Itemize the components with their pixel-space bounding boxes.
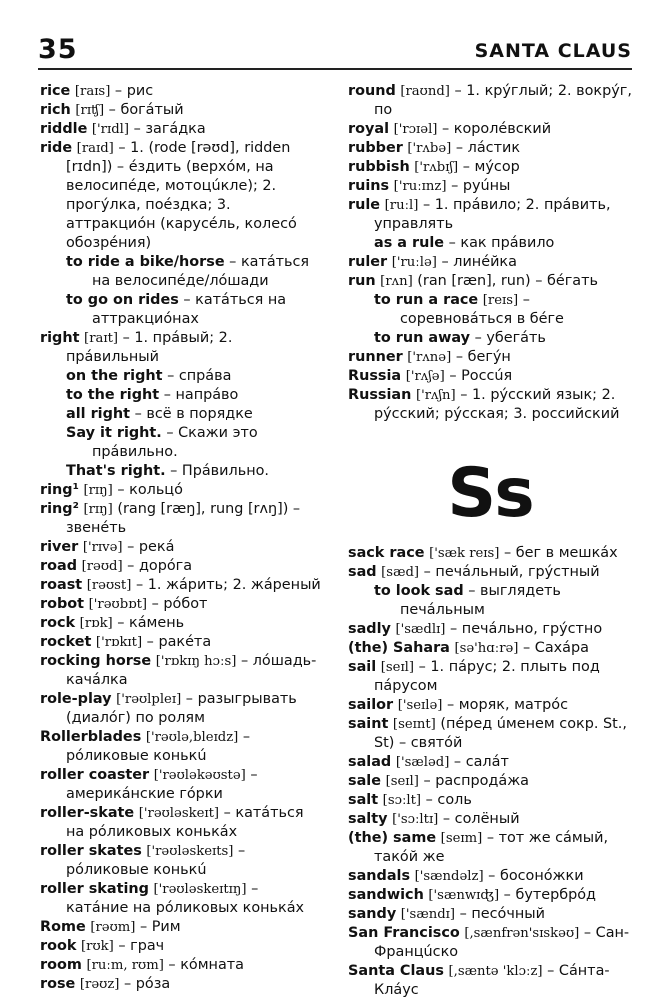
definition: – 1. жáрить; 2. жáреный — [131, 577, 321, 593]
definition: – разыгрывать (диалóг) по ролям — [66, 691, 297, 726]
transcription: [,sæntə 'klɔːz] — [448, 964, 543, 979]
dictionary-subentry — [40, 367, 323, 386]
headword: rule — [348, 197, 381, 213]
definition: – бег в мешкáх — [499, 545, 618, 561]
definition: – босонóжки — [483, 868, 584, 884]
definition: – 1. прáвило; 2. прáвить, управлять — [374, 197, 611, 232]
definition: – Рим — [135, 919, 181, 935]
headword: riddle — [40, 121, 88, 137]
dictionary-entry — [348, 82, 632, 120]
transcription: ['rəʊlə,bleɪdz] — [145, 730, 239, 745]
definition: – рóбот — [147, 596, 208, 612]
transcription: ['rəʊbɒt] — [88, 597, 148, 612]
dictionary-subentry — [40, 462, 323, 481]
definition: – соревновáться в бéге — [400, 292, 564, 327]
transcription: ['rɒkɪŋ hɔːs] — [155, 654, 237, 669]
dictionary-entry — [348, 867, 632, 886]
definition: – 1. крýглый; 2. вокрýг, по — [374, 83, 632, 118]
headword: as a rule — [374, 235, 445, 251]
transcription: [rəʊst] — [86, 578, 132, 593]
definition: – напрáво — [159, 387, 239, 403]
headword: all right — [66, 406, 131, 422]
definition: – 1. прáвый; 2. прáвильный — [66, 330, 233, 365]
dictionary-entry — [40, 690, 323, 728]
transcription: ['rɪvə] — [82, 540, 123, 555]
headword: sandwich — [348, 887, 424, 903]
definition: – убегáть — [470, 330, 546, 346]
headword: rook — [40, 938, 77, 954]
headword: to go on rides — [66, 292, 179, 308]
transcription: ['rəʊlpleɪ] — [116, 692, 182, 707]
dictionary-entry — [40, 880, 323, 918]
headword: sail — [348, 659, 377, 675]
definition: (ran [ræn], run) – бéгать — [412, 273, 598, 289]
dictionary-subentry — [348, 234, 632, 253]
dictionary-entry — [348, 120, 632, 139]
dictionary-entry — [348, 139, 632, 158]
definition: – руúны — [446, 178, 511, 194]
dictionary-entry — [348, 829, 632, 867]
definition: – 1. пáрус; 2. плыть под пáрусом — [374, 659, 600, 694]
definition: – рекá — [122, 539, 175, 555]
dictionary-entry — [348, 715, 632, 753]
transcription: [raɪt] — [84, 331, 119, 346]
headword: to ride a bike/horse — [66, 254, 225, 270]
headword: rice — [40, 83, 71, 99]
headword: rock — [40, 615, 76, 631]
headword: on the right — [66, 368, 163, 384]
headword: robot — [40, 596, 85, 612]
definition: – катáться на велосипéде/лóшади — [92, 254, 310, 289]
dictionary-subentry — [348, 329, 632, 348]
headword: runner — [348, 349, 403, 365]
dictionary-entry — [348, 810, 632, 829]
definition: – Скажи это прáвильно. — [92, 425, 258, 460]
definition: – всё в порядке — [130, 406, 253, 422]
headword: rose — [40, 976, 76, 992]
headword: right — [40, 330, 80, 346]
definition: – спрáва — [162, 368, 232, 384]
s-entries — [348, 544, 632, 1000]
headword: rocking horse — [40, 653, 152, 669]
headword: road — [40, 558, 77, 574]
transcription: ['rʌʃn] — [415, 388, 456, 403]
dictionary-entry — [348, 696, 632, 715]
definition: – моряк, матрóс — [442, 697, 568, 713]
dictionary-entry — [40, 614, 323, 633]
definition: – рóликовые конькú — [66, 843, 246, 878]
r-entries — [348, 82, 632, 424]
definition: – загáдка — [129, 121, 206, 137]
definition: – Сан-Францúско — [374, 925, 630, 960]
transcription: [rʊk] — [81, 939, 114, 954]
definition: – Россúя — [444, 368, 513, 384]
definition: – ракéта — [142, 634, 212, 650]
transcription: ['sæləd] — [395, 755, 450, 770]
definition: – богáтый — [104, 102, 184, 118]
definition: – соль — [421, 792, 472, 808]
definition: – Сахáра — [518, 640, 589, 656]
transcription: ['rəʊləkəʊstə] — [153, 768, 246, 783]
transcription: ['rʌʃə] — [405, 369, 445, 384]
dictionary-entry — [348, 639, 632, 658]
definition: – катáние на рóликовых конькáх — [66, 881, 305, 916]
transcription: [reɪs] — [482, 293, 519, 308]
headword: to the right — [66, 387, 160, 403]
transcription: [rɒk] — [79, 616, 113, 631]
headword: ruins — [348, 178, 390, 194]
headword: rubber — [348, 140, 403, 156]
dictionary-entry — [40, 804, 323, 842]
dictionary-entry — [40, 557, 323, 576]
dictionary-entry — [40, 728, 323, 766]
transcription: [rəʊm] — [90, 920, 136, 935]
headword: river — [40, 539, 79, 555]
dictionary-entry — [40, 633, 323, 652]
headword: roller skates — [40, 843, 142, 859]
transcription: [seɪnt] — [392, 717, 436, 732]
dictionary-entry — [348, 544, 632, 563]
transcription: ['rəʊləskeɪt] — [138, 806, 220, 821]
dictionary-entry — [348, 367, 632, 386]
definition: – дорóга — [122, 558, 193, 574]
dictionary-entry — [348, 753, 632, 772]
headword: Say it right. — [66, 425, 162, 441]
dictionary-subentry — [40, 291, 323, 329]
definition: – распродáжа — [418, 773, 529, 789]
dictionary-entry — [348, 177, 632, 196]
transcription: ['rəʊləskeɪtɪŋ] — [153, 882, 247, 897]
page-number: 35 — [38, 34, 78, 65]
headword: roller-skate — [40, 805, 135, 821]
transcription: [rɪŋ] — [83, 502, 113, 517]
headword: rubbish — [348, 159, 410, 175]
transcription: [sə'hɑːrə] — [454, 641, 519, 656]
dictionary-entry — [348, 658, 632, 696]
transcription: ['sæk reɪs] — [429, 546, 500, 561]
dictionary-entry — [40, 101, 323, 120]
headword: salt — [348, 792, 379, 808]
dictionary-entry — [348, 563, 632, 582]
transcription: [seɪm] — [440, 831, 483, 846]
left-column — [40, 82, 323, 994]
dictionary-entry — [40, 652, 323, 690]
definition: – 1. рýсский язык; 2. рýсский; рýсская; 3. российский — [374, 387, 620, 422]
transcription: ['rʌbə] — [407, 141, 452, 156]
headword: roller coaster — [40, 767, 150, 783]
headword: Rome — [40, 919, 86, 935]
headword: San Francisco — [348, 925, 460, 941]
headword: ring¹ — [40, 482, 79, 498]
headword: room — [40, 957, 82, 973]
headword: royal — [348, 121, 390, 137]
definition: – бутербрóд — [499, 887, 596, 903]
transcription: ['ruːlə] — [391, 255, 437, 270]
headword: ride — [40, 140, 73, 156]
headword: Rollerblades — [40, 729, 142, 745]
definition: – печáльный, грýстный — [419, 564, 600, 580]
transcription: ['rʌbɪʃ] — [414, 160, 459, 175]
dictionary-entry — [40, 481, 323, 500]
transcription: [seɪl] — [385, 774, 419, 789]
transcription: ['sændɪ] — [400, 907, 456, 922]
transcription: ['rəʊləskeɪts] — [146, 844, 234, 859]
transcription: [sæd] — [381, 565, 420, 580]
dictionary-entry — [348, 348, 632, 367]
dictionary-subentry — [40, 405, 323, 424]
headword: to run away — [374, 330, 471, 346]
dictionary-entry — [348, 886, 632, 905]
headword: to look sad — [374, 583, 464, 599]
transcription: [ruːl] — [384, 198, 419, 213]
headword: That's right. — [66, 463, 166, 479]
transcription: [rʌn] — [380, 274, 413, 289]
dictionary-entry — [40, 500, 323, 538]
dictionary-entry — [40, 576, 323, 595]
definition: – катáться на аттракциóнах — [92, 292, 287, 327]
headword: rocket — [40, 634, 92, 650]
dictionary-entry — [348, 791, 632, 810]
headword: round — [348, 83, 396, 99]
dictionary-entry — [40, 538, 323, 557]
dictionary-entry — [348, 196, 632, 234]
headword: sandals — [348, 868, 411, 884]
dictionary-entry — [40, 842, 323, 880]
headword: sale — [348, 773, 381, 789]
definition: – королéвский — [437, 121, 552, 137]
headword: Russia — [348, 368, 402, 384]
definition: – салáт — [449, 754, 509, 770]
definition: – выглядеть печáльным — [400, 583, 561, 618]
dictionary-subentry — [40, 386, 323, 405]
definition: – кольцó — [112, 482, 183, 498]
headword: run — [348, 273, 376, 289]
definition: – печáльно, грýстно — [445, 621, 603, 637]
headword: roast — [40, 577, 83, 593]
headword: sack race — [348, 545, 425, 561]
transcription: [raʊnd] — [400, 84, 450, 99]
headword: rich — [40, 102, 71, 118]
headword: salty — [348, 811, 388, 827]
definition: – рóза — [119, 976, 171, 992]
dictionary-entry — [348, 386, 632, 424]
dictionary-subentry — [40, 424, 323, 462]
transcription: [ruːm, rʊm] — [86, 958, 164, 973]
headword: roller skating — [40, 881, 149, 897]
transcription: [rɪŋ] — [83, 483, 113, 498]
definition: (пéред úменем сокр. St., St) – святóй — [374, 716, 627, 751]
right-column — [348, 82, 632, 1000]
section-letter: Ss — [447, 454, 533, 533]
transcription: ['sændəlz] — [414, 869, 484, 884]
definition: – мýсор — [458, 159, 520, 175]
transcription: [sɔːlt] — [382, 793, 422, 808]
dictionary-entry — [348, 924, 632, 962]
dictionary-entry — [40, 120, 323, 139]
transcription: ['rɒkɪt] — [95, 635, 143, 650]
transcription: ['rɪdl] — [91, 122, 130, 137]
dictionary-entry — [348, 158, 632, 177]
transcription: ['sædlɪ] — [395, 622, 446, 637]
dictionary-entry — [40, 975, 323, 994]
definition: – Прáвильно. — [165, 463, 269, 479]
definition: – кóмната — [163, 957, 244, 973]
transcription: [rɪʧ] — [75, 103, 105, 118]
definition: – солёный — [438, 811, 520, 827]
dictionary-entry — [348, 962, 632, 1000]
dictionary-subentry — [40, 253, 323, 291]
definition: – Сáнта-Клáус — [374, 963, 610, 998]
definition: – линéйка — [436, 254, 517, 270]
definition: – рóликовые конькú — [66, 729, 251, 764]
headword: to run a race — [374, 292, 479, 308]
transcription: ['seɪlə] — [397, 698, 443, 713]
dictionary-entry — [348, 253, 632, 272]
transcription: ['ruːɪnz] — [393, 179, 447, 194]
definition: – катáться на рóликовых конькáх — [66, 805, 304, 840]
transcription: ['rɔɪəl] — [393, 122, 438, 137]
definition: – как прáвило — [444, 235, 555, 251]
headword: Russian — [348, 387, 412, 403]
dictionary-entry — [40, 329, 323, 367]
dictionary-entry — [40, 139, 323, 253]
headword: sad — [348, 564, 377, 580]
transcription: ['rʌnə] — [407, 350, 452, 365]
headword: ring² — [40, 501, 79, 517]
definition: – тот же сáмый, такóй же — [374, 830, 609, 865]
transcription: [,sænfrən'sɪskəʊ] — [464, 926, 580, 941]
definition: (rang [ræŋ], rung [rʌŋ]) – звенéть — [66, 501, 301, 536]
dictionary-entry — [348, 272, 632, 291]
headword: (the) Sahara — [348, 640, 450, 656]
definition: – кáмень — [112, 615, 185, 631]
headword: sandy — [348, 906, 397, 922]
headword: ruler — [348, 254, 388, 270]
page-header — [38, 34, 632, 70]
headword: (the) same — [348, 830, 437, 846]
definition: – рис — [110, 83, 154, 99]
dictionary-subentry — [348, 291, 632, 329]
headword: saint — [348, 716, 389, 732]
dictionary-entry — [40, 595, 323, 614]
dictionary-entry — [40, 956, 323, 975]
definition: – лáстик — [451, 140, 521, 156]
dictionary-entry — [40, 766, 323, 804]
transcription: [seɪl] — [380, 660, 415, 675]
headword: salad — [348, 754, 392, 770]
headword: role-play — [40, 691, 112, 707]
transcription: [rəʊz] — [79, 977, 120, 992]
transcription: [raɪd] — [76, 141, 114, 156]
transcription: [raɪs] — [74, 84, 111, 99]
definition: – грач — [113, 938, 165, 954]
headword: sailor — [348, 697, 394, 713]
definition: – 1. (rode [rəʊd], ridden [rɪdn]) – éздить (верхóм, на велосипéде, мотоцúкле); 2. прогýлка, поéздка; 3. аттракциóн (карусéль, колесó обозрéния) — [66, 140, 297, 251]
dictionary-entry — [40, 937, 323, 956]
headword: Santa Claus — [348, 963, 444, 979]
headword: sadly — [348, 621, 391, 637]
transcription: ['sænwɪʤ] — [428, 888, 500, 903]
dictionary-entry — [40, 82, 323, 101]
dictionary-entry — [348, 772, 632, 791]
transcription: ['sɔːltɪ] — [392, 812, 439, 827]
dictionary-entry — [348, 620, 632, 639]
dictionary-subentry — [348, 582, 632, 620]
transcription: [rəʊd] — [81, 559, 123, 574]
definition: – песóчный — [455, 906, 545, 922]
dictionary-entry — [348, 905, 632, 924]
dictionary-entry — [40, 918, 323, 937]
definition: – бегýн — [451, 349, 511, 365]
running-head: SANTA CLAUS — [474, 40, 632, 62]
definition: – лóшадь-качáлка — [66, 653, 317, 688]
definition: – америкáнские гóрки — [66, 767, 258, 802]
